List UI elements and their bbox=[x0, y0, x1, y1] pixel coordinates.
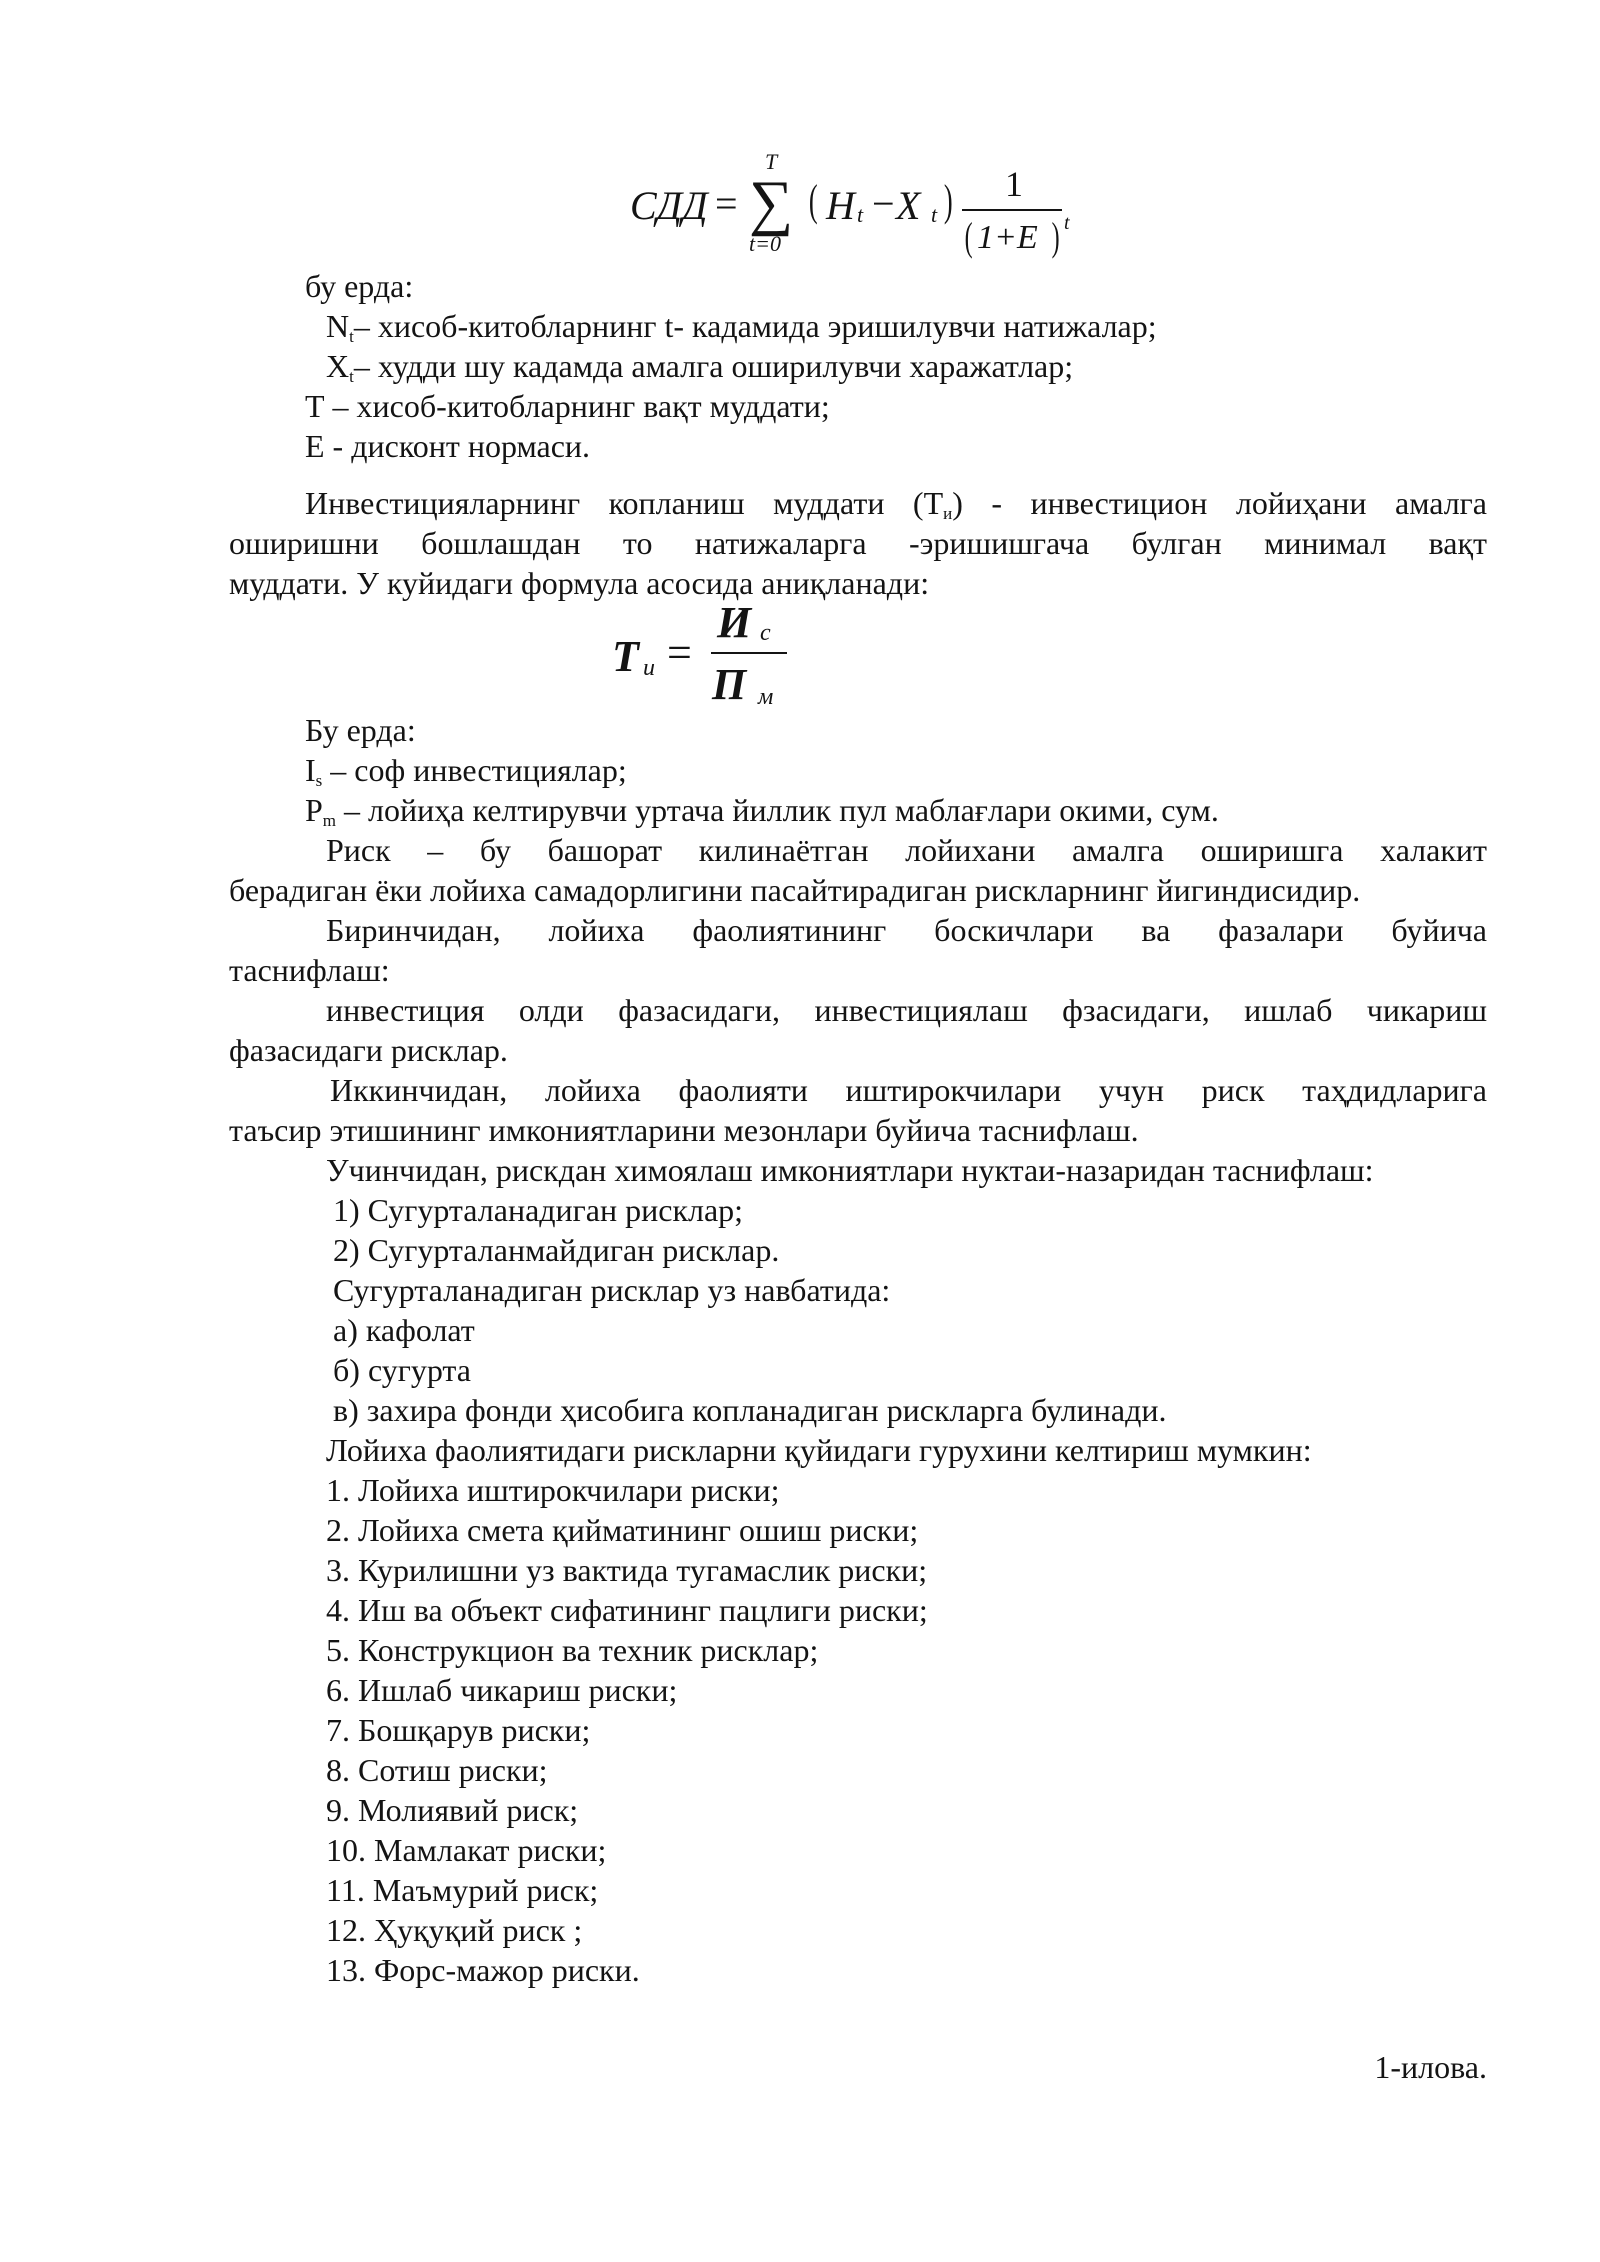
list-item: 5. Конструкцион ва техник рисклар; bbox=[326, 1632, 819, 1668]
second-class-line-1: Иккинчидан, лойиха фаолияти иштирокчилари учун риск таҳдидларига bbox=[330, 1072, 1487, 1108]
payback-equals: = bbox=[667, 628, 692, 677]
legend-x-line: $Х_t-$ худди шу кадамда амалга оширилувчи харажатлар; bbox=[326, 348, 1074, 386]
insured-risks-intro: Сугурталанадиган рисклар уз навбатида: bbox=[333, 1272, 891, 1308]
insured-risks-item: 1) Сугурталанадиган рисклар; bbox=[333, 1192, 744, 1228]
risk-definition-line-1: Риск – бу башорат килинаётган лойихани амалга оширишга халакит bbox=[326, 832, 1487, 868]
right-paren: ) bbox=[943, 176, 953, 225]
list-item: 13. Форс-мажор риски. bbox=[326, 1952, 640, 1988]
list-item: 3. Курилишни уз вактида тугамаслик риски; bbox=[326, 1552, 928, 1588]
legend2-p-line: $P_m$ – лойиҳа келтирувчи уртача йиллик пул маблағлари окими, сум. bbox=[305, 792, 1219, 830]
appendix-label: 1-илова. bbox=[1374, 2049, 1487, 2085]
list-item: 11. Маъмурий риск; bbox=[326, 1872, 599, 1908]
payback-denominator: П bbox=[712, 660, 747, 709]
legend2-intro: Бу ерда: bbox=[305, 712, 416, 748]
list-item: 4. Иш ва объект сифатининг пацлиги риски; bbox=[326, 1592, 928, 1628]
legend-t-line: Т – хисоб-китобларнинг вақт муддати; bbox=[305, 388, 830, 424]
payback-line-2: оширишни бошлашдан то натижаларга -эришишгача булган минимал вақт bbox=[229, 525, 1487, 561]
payback-denominator-subscript: м bbox=[758, 684, 774, 710]
list-item: 10. Мамлакат риски; bbox=[326, 1832, 607, 1868]
third-class-line: Учинчидан, рискдан химоялаш имкониятлари нуктаи-назаридан таснифлаш: bbox=[326, 1152, 1374, 1188]
insured-option-b: б) сугурта bbox=[333, 1352, 471, 1388]
fraction-numerator: 1 bbox=[1005, 164, 1023, 204]
minus-sign: − bbox=[872, 181, 895, 226]
payback-numerator: И bbox=[717, 598, 752, 647]
insured-option-a: а) кафолат bbox=[333, 1312, 475, 1348]
payback-line-3: муддати. У куйидаги формула асосида аниқланади: bbox=[229, 565, 930, 601]
payback-numerator-subscript: с bbox=[760, 620, 771, 646]
list-item: 7. Бошқарув риски; bbox=[326, 1712, 591, 1748]
x-subscript: t bbox=[931, 202, 938, 227]
payback-t-symbol: T bbox=[612, 632, 639, 681]
list-item: 1. Лойиха иштирокчилари риски; bbox=[326, 1472, 780, 1508]
list-item: 9. Молиявий риск; bbox=[326, 1792, 579, 1828]
npv-equals: = bbox=[715, 181, 738, 226]
den-left-paren: ( bbox=[964, 214, 973, 259]
sigma-symbol: ∑ bbox=[749, 169, 794, 237]
legend2-i-line: $I_s$ – соф инвестициялар; bbox=[305, 752, 627, 790]
first-class-line-1: Биринчидан, лойиха фаолиятининг боскичлари ва фазалари буйича bbox=[326, 912, 1487, 948]
second-class-line-2: таъсир этишининг имкониятларини мезонлари буйича таснифлаш. bbox=[229, 1112, 1139, 1148]
insured-option-c: в) захира фонди ҳисобига копланадиган рискларга булинади. bbox=[333, 1392, 1167, 1428]
uninsured-risks-item: 2) Сугурталанмайдиган рисклар. bbox=[333, 1232, 780, 1268]
phases-line-1: инвестиция олди фазасидаги, инвестициялаш фзасидаги, ишлаб чикариш bbox=[326, 992, 1487, 1028]
phases-line-2: фазасидаги рисклар. bbox=[229, 1032, 508, 1068]
sum-lower-limit: t=0 bbox=[749, 231, 781, 256]
list-item: 12. Ҳуқуқий риск ; bbox=[326, 1912, 583, 1948]
x-symbol: X bbox=[896, 183, 921, 228]
risk-definition-line-2: берадиган ёки лойиха самадорлигини пасайтирадиган рискларнинг йигиндисидир. bbox=[229, 872, 1361, 908]
payback-line-1: Инвестицияларнинг копланиш муддати $(Т_и)$ - инвестицион лойиҳани амалга bbox=[305, 485, 1488, 523]
payback-fraction-bar bbox=[711, 652, 787, 654]
sum-upper-limit: T bbox=[765, 149, 778, 174]
den-exponent: t bbox=[1064, 212, 1070, 234]
legend-intro: бу ерда: bbox=[305, 268, 414, 304]
left-paren: ( bbox=[808, 176, 818, 225]
list-item: 2. Лойиха смета қийматининг ошиш риски; bbox=[326, 1512, 919, 1548]
legend-e-line: Е - дисконт нормаси. bbox=[305, 428, 591, 464]
den-right-paren: ) bbox=[1051, 214, 1060, 259]
payback-t-subscript: и bbox=[643, 655, 655, 681]
list-item: 8. Сотиш риски; bbox=[326, 1752, 548, 1788]
den-body: 1+E bbox=[977, 219, 1038, 256]
npv-lhs: СДД bbox=[630, 183, 708, 228]
fraction-bar bbox=[962, 209, 1062, 211]
risk-groups-intro: Лойиха фаолиятидаги рискларни қуйидаги гурухини келтириш мумкин: bbox=[326, 1432, 1312, 1468]
legend-n-line: $N_t-$ хисоб-китобларнинг t- кадамида эришилувчи натижалар; bbox=[326, 308, 1157, 346]
h-symbol: H bbox=[826, 183, 855, 228]
first-class-line-2: таснифлаш: bbox=[229, 952, 390, 988]
list-item: 6. Ишлаб чикариш риски; bbox=[326, 1672, 678, 1708]
h-subscript: t bbox=[857, 202, 864, 227]
